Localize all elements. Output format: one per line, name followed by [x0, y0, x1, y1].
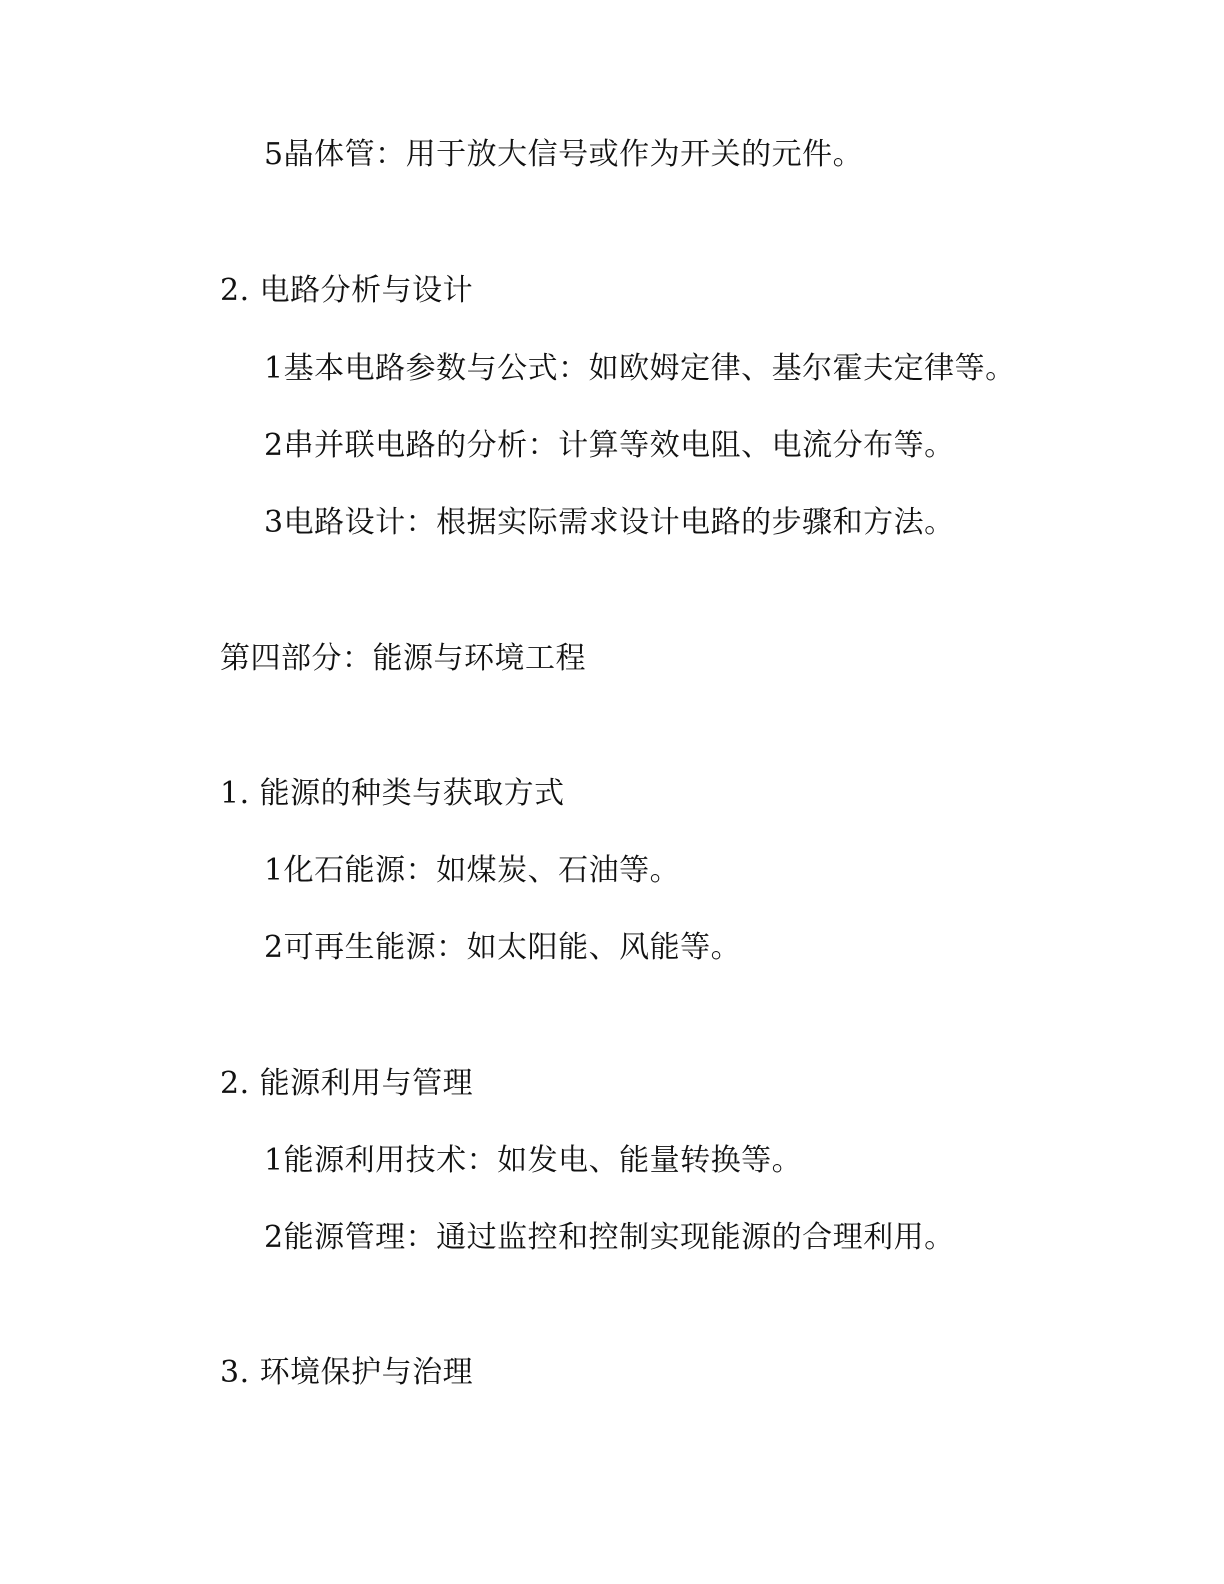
section-heading-energy-management: 2. 能源利用与管理	[220, 1066, 474, 1101]
list-item-energy-technology: 1能源利用技术：如发电、能量转换等。	[264, 1143, 803, 1178]
section-heading-environmental-protection: 3. 环境保护与治理	[220, 1355, 474, 1390]
list-item-transistor: 5晶体管：用于放大信号或作为开关的元件。	[264, 137, 864, 172]
list-item-renewable-energy: 2可再生能源：如太阳能、风能等。	[264, 930, 742, 965]
section-heading-circuit-analysis: 2. 电路分析与设计	[220, 273, 474, 308]
list-item-fossil-energy: 1化石能源：如煤炭、石油等。	[264, 853, 681, 888]
part-heading-energy-environment: 第四部分：能源与环境工程	[220, 641, 586, 676]
list-item-basic-parameters: 1基本电路参数与公式：如欧姆定律、基尔霍夫定律等。	[264, 351, 1016, 386]
list-item-circuit-design: 3电路设计：根据实际需求设计电路的步骤和方法。	[264, 505, 955, 540]
section-heading-energy-types: 1. 能源的种类与获取方式	[220, 776, 565, 811]
list-item-series-parallel: 2串并联电路的分析：计算等效电阻、电流分布等。	[264, 428, 955, 463]
list-item-energy-management: 2能源管理：通过监控和控制实现能源的合理利用。	[264, 1220, 955, 1255]
